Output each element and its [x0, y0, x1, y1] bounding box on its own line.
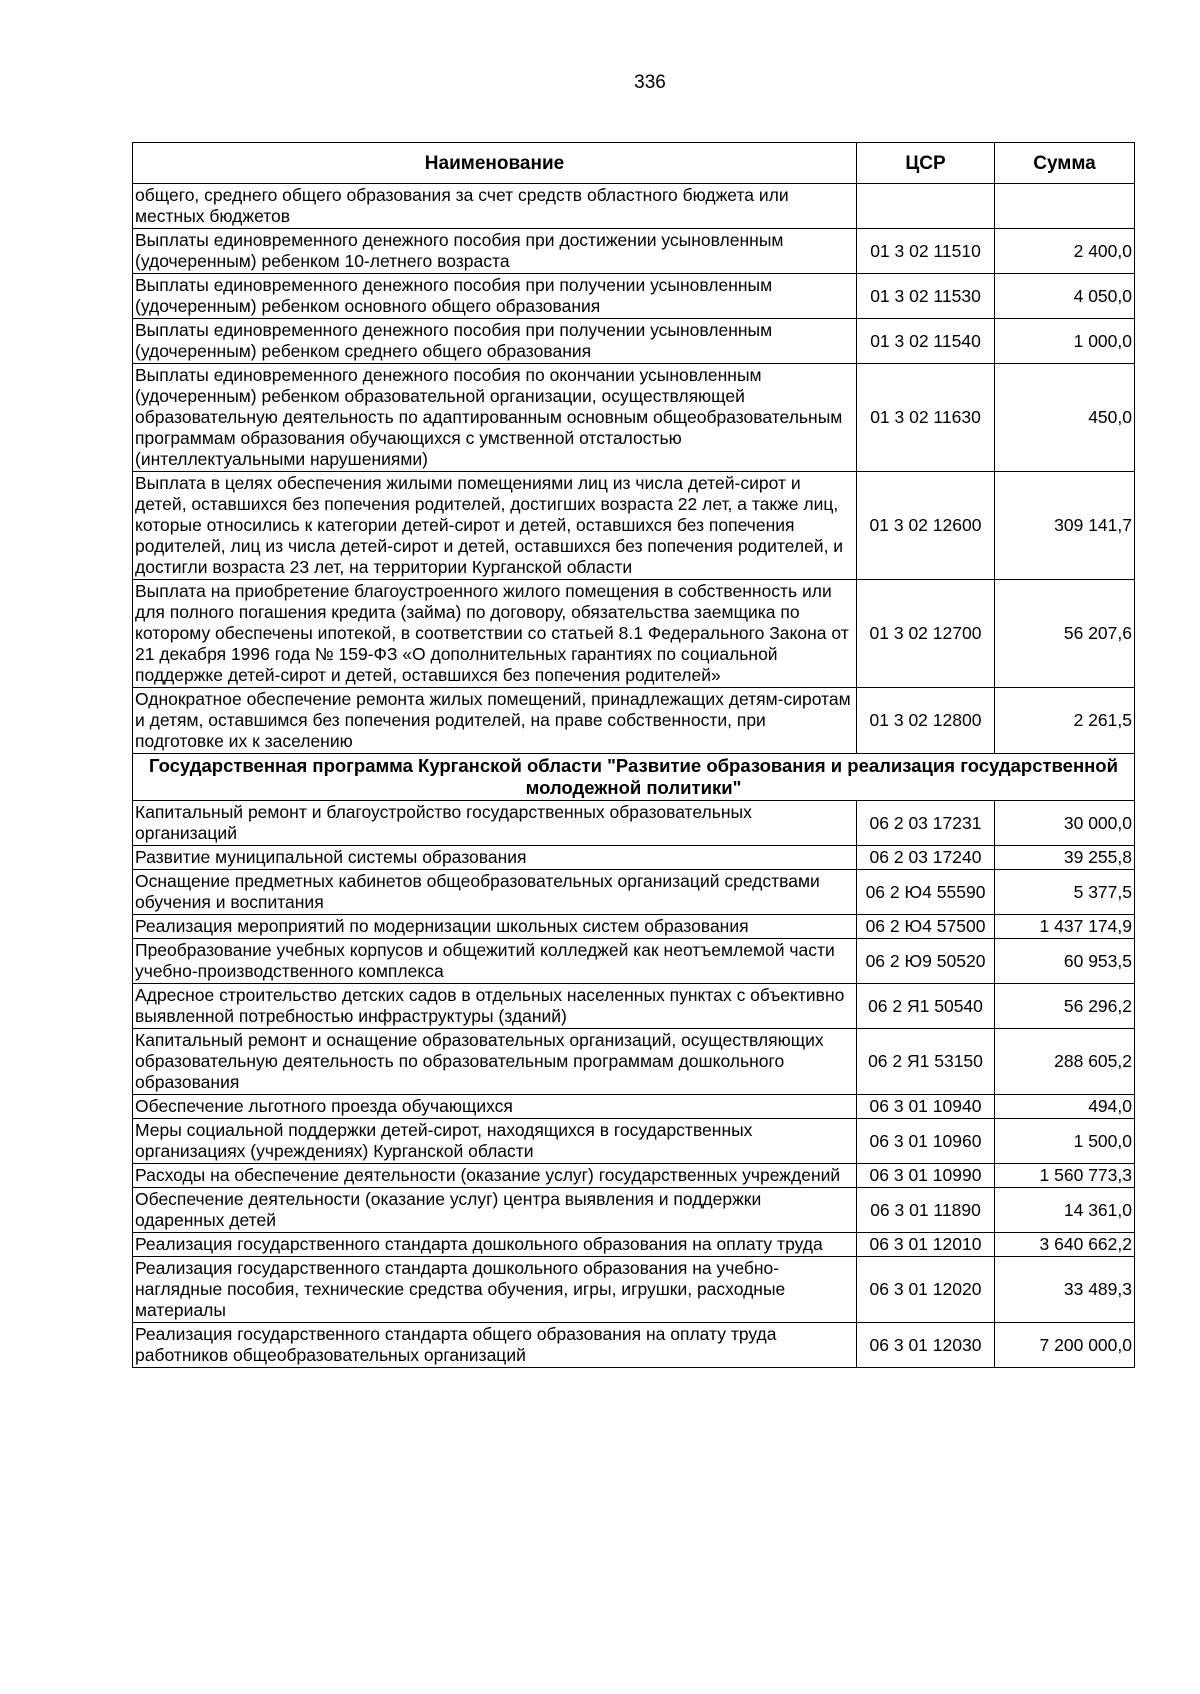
row-sum: 1 000,0 [995, 319, 1135, 364]
row-csr: 06 3 01 10960 [857, 1119, 995, 1164]
row-name: Реализация государственного стандарта общего образования на оплату труда работников общеобразовательных организаций [133, 1323, 857, 1368]
row-name: Выплаты единовременного денежного пособия при получении усыновленным (удочеренным) ребенком основного общего образования [133, 274, 857, 319]
row-sum: 14 361,0 [995, 1188, 1135, 1233]
header-sum: Сумма [995, 143, 1135, 184]
table-row [133, 1095, 1135, 1119]
row-name: Выплаты единовременного денежного пособия при получении усыновленным (удочеренным) ребенком среднего общего образования [133, 319, 857, 364]
row-sum: 56 207,6 [995, 580, 1135, 688]
header-csr: ЦСР [857, 143, 995, 184]
table-row [133, 1323, 1135, 1368]
table-row [133, 984, 1135, 1029]
row-csr [857, 184, 995, 229]
row-name: Обеспечение деятельности (оказание услуг) центра выявления и поддержки одаренных детей [133, 1188, 857, 1233]
section-title: Государственная программа Курганской области "Развитие образования и реализация государственной молодежной политики" [133, 754, 1135, 801]
row-sum: 2 261,5 [995, 688, 1135, 754]
row-sum: 1 437 174,9 [995, 915, 1135, 939]
table-row [133, 870, 1135, 915]
section-row [133, 754, 1135, 801]
table-header-row [133, 143, 1135, 184]
row-name: Адресное строительство детских садов в отдельных населенных пунктах с объективно выявленной потребностью инфраструктуры (зданий) [133, 984, 857, 1029]
table-row [133, 1188, 1135, 1233]
table-row [133, 184, 1135, 229]
table-row [133, 319, 1135, 364]
row-sum: 494,0 [995, 1095, 1135, 1119]
row-name: Развитие муниципальной системы образования [133, 846, 857, 870]
row-name: Преобразование учебных корпусов и общежитий колледжей как неотъемлемой части учебно-производственного комплекса [133, 939, 857, 984]
table-row [133, 688, 1135, 754]
row-csr: 01 3 02 11630 [857, 364, 995, 472]
row-csr: 06 2 Ю4 57500 [857, 915, 995, 939]
table-row [133, 801, 1135, 846]
table-row [133, 846, 1135, 870]
row-csr: 06 3 01 12010 [857, 1233, 995, 1257]
row-csr: 06 3 01 11890 [857, 1188, 995, 1233]
table-row [133, 1233, 1135, 1257]
row-name: Капитальный ремонт и оснащение образовательных организаций, осуществляющих образовательную деятельность по образовательным программам дошкольного образования [133, 1029, 857, 1095]
row-csr: 06 2 Я1 50540 [857, 984, 995, 1029]
row-sum: 39 255,8 [995, 846, 1135, 870]
row-csr: 06 2 03 17240 [857, 846, 995, 870]
row-sum: 7 200 000,0 [995, 1323, 1135, 1368]
table-row [133, 1119, 1135, 1164]
row-name: Реализация государственного стандарта дошкольного образования на учебно-наглядные пособия, технические средства обучения, игры, игрушки, расходные материалы [133, 1257, 857, 1323]
row-name: Обеспечение льготного проезда обучающихся [133, 1095, 857, 1119]
row-sum: 288 605,2 [995, 1029, 1135, 1095]
row-sum: 3 640 662,2 [995, 1233, 1135, 1257]
header-name: Наименование [133, 143, 857, 184]
row-csr: 06 3 01 10990 [857, 1164, 995, 1188]
table-row [133, 580, 1135, 688]
row-name: Капитальный ремонт и благоустройство государственных образовательных организаций [133, 801, 857, 846]
row-csr: 06 3 01 12030 [857, 1323, 995, 1368]
row-name: Оснащение предметных кабинетов общеобразовательных организаций средствами обучения и воспитания [133, 870, 857, 915]
row-name: Реализация государственного стандарта дошкольного образования на оплату труда [133, 1233, 857, 1257]
row-sum: 450,0 [995, 364, 1135, 472]
table-row [133, 1164, 1135, 1188]
row-name: Реализация мероприятий по модернизации школьных систем образования [133, 915, 857, 939]
row-csr: 06 2 Я1 53150 [857, 1029, 995, 1095]
page-number: 336 [634, 72, 666, 93]
row-csr: 06 2 Ю9 50520 [857, 939, 995, 984]
row-name: Расходы на обеспечение деятельности (оказание услуг) государственных учреждений [133, 1164, 857, 1188]
table-row [133, 915, 1135, 939]
row-sum: 33 489,3 [995, 1257, 1135, 1323]
row-csr: 01 3 02 12600 [857, 472, 995, 580]
table-row [133, 472, 1135, 580]
table-row [133, 1029, 1135, 1095]
row-sum: 5 377,5 [995, 870, 1135, 915]
row-sum: 1 500,0 [995, 1119, 1135, 1164]
row-sum: 2 400,0 [995, 229, 1135, 274]
row-sum [995, 184, 1135, 229]
table-row [133, 1257, 1135, 1323]
row-name: Выплаты единовременного денежного пособия по окончании усыновленным (удочеренным) ребенком образовательной организации, осуществляющей образовательную деятельность по адаптированным основным общеобразовательным программам образования обучающихся с умственной отсталостью (интеллектуальными нарушениями) [133, 364, 857, 472]
row-csr: 01 3 02 11510 [857, 229, 995, 274]
row-csr: 06 2 Ю4 55590 [857, 870, 995, 915]
row-sum: 4 050,0 [995, 274, 1135, 319]
row-sum: 56 296,2 [995, 984, 1135, 1029]
table-row [133, 939, 1135, 984]
row-name: Выплаты единовременного денежного пособия при достижении усыновленным (удочеренным) ребенком 10-летнего возраста [133, 229, 857, 274]
row-csr: 01 3 02 12700 [857, 580, 995, 688]
row-name: Меры социальной поддержки детей-сирот, находящихся в государственных организациях (учреждениях) Курганской области [133, 1119, 857, 1164]
table-row [133, 364, 1135, 472]
row-name: общего, среднего общего образования за счет средств областного бюджета или местных бюджетов [133, 184, 857, 229]
table-row [133, 229, 1135, 274]
row-sum: 309 141,7 [995, 472, 1135, 580]
row-csr: 06 3 01 10940 [857, 1095, 995, 1119]
row-name: Выплата на приобретение благоустроенного жилого помещения в собственность или для полного погашения кредита (займа) по договору, обязательства заемщика по которому обеспечены ипотекой, в соответствии со статьей 8.1 Федерального Закона от 21 декабря 1996 года № 159-ФЗ «О дополнительных гарантиях по социальной поддержке детей-сирот и детей, оставшихся без попечения родителей» [133, 580, 857, 688]
row-csr: 06 3 01 12020 [857, 1257, 995, 1323]
table-row [133, 274, 1135, 319]
row-name: Однократное обеспечение ремонта жилых помещений, принадлежащих детям-сиротам и детям, оставшимся без попечения родителей, на праве собственности, при подготовке их к заселению [133, 688, 857, 754]
row-name: Выплата в целях обеспечения жилыми помещениями лиц из числа детей-сирот и детей, оставшихся без попечения родителей, достигших возраста 22 лет, а также лиц, которые относились к категории детей-сирот и детей, оставшихся без попечения родителей, лиц из числа детей-сирот и детей, оставшихся без попечения родителей, и достигли возраста 23 лет, на территории Курганской области [133, 472, 857, 580]
row-csr: 01 3 02 12800 [857, 688, 995, 754]
row-csr: 06 2 03 17231 [857, 801, 995, 846]
row-csr: 01 3 02 11540 [857, 319, 995, 364]
budget-table [132, 142, 1135, 1368]
row-sum: 30 000,0 [995, 801, 1135, 846]
row-csr: 01 3 02 11530 [857, 274, 995, 319]
row-sum: 60 953,5 [995, 939, 1135, 984]
row-sum: 1 560 773,3 [995, 1164, 1135, 1188]
